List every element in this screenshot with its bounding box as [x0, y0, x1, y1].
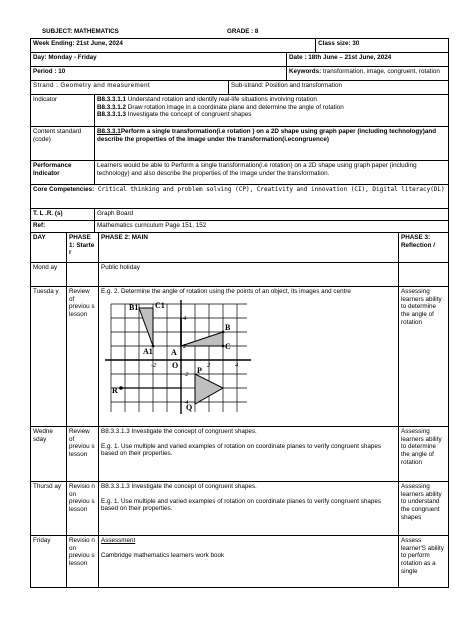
- ref-label: Ref:: [31, 221, 95, 233]
- indicator-label: Indicator: [31, 95, 95, 127]
- table-row: [31, 482, 449, 536]
- row-phase2-example: Cambridge mathematics learners work book: [101, 551, 225, 559]
- row-phase2: [99, 536, 399, 588]
- indicator-line: [97, 111, 446, 119]
- performance-label: Performance Indicator: [31, 161, 95, 185]
- header-row: [30, 26, 448, 38]
- grade-label: GRADE : 8: [227, 28, 259, 35]
- row-phase2-example: E.g. 1. Use multiple and varied examples of rotation on coordinate planes to verify congruent shapes based on their properties.: [101, 497, 382, 513]
- label-b1: B1: [129, 302, 139, 312]
- label-c: C: [225, 341, 231, 351]
- content-standard-code: B8.3.3.1: [97, 128, 121, 135]
- row-day: Thursd ay: [31, 482, 67, 536]
- col-day: DAY: [31, 233, 67, 263]
- strand: Strand : Geometry and measurement: [31, 81, 229, 95]
- triangle-abc: [181, 332, 223, 346]
- row-phase1: [67, 263, 99, 287]
- row-day: Wedne sday: [31, 427, 67, 482]
- indicator-list: [95, 95, 449, 127]
- rotation-graph: [101, 298, 271, 416]
- row-phase3: Assessing learners ability to understand the congruent shapes: [399, 482, 449, 536]
- tick-x2: 2: [207, 361, 211, 369]
- label-b: B: [225, 322, 231, 332]
- table-row: [31, 287, 449, 427]
- row-phase1: Revisio n on previou s lesson: [67, 482, 99, 536]
- performance-text: Learners would be able to Perform a single transformation(i.e rotation) on a 2D shape using graph paper (including technology) and also describe the properties of the image under the transformation.: [95, 161, 449, 185]
- row-phase3: Assessing learners ability to determine the angle of rotation: [399, 427, 449, 482]
- indicator-line: [97, 104, 446, 112]
- tick-y2: 2: [183, 342, 187, 350]
- label-c1: C1: [155, 300, 165, 310]
- col-phase2: PHASE 2: MAIN: [99, 233, 399, 263]
- label-o: O: [172, 360, 179, 370]
- label-p: P: [197, 365, 202, 375]
- label-a1: A1: [143, 346, 153, 356]
- indicator-text: Investigate the concept of congruent shapes: [126, 111, 252, 119]
- row-phase2: [99, 427, 399, 482]
- row-phase2: [99, 482, 399, 536]
- content-standard: [95, 127, 449, 161]
- indicator-text: Draw rotation image in a coordinate plane and determine the angle of rotation: [126, 103, 344, 111]
- tick-x4: 4: [235, 361, 239, 369]
- ref-value: Mathematics curriculum Page 151, 152: [95, 221, 449, 233]
- indicator-code: B8.3.3.1.2: [97, 103, 127, 111]
- row-phase2: Public holiday: [99, 263, 399, 287]
- tick-x-2: -2: [151, 361, 157, 369]
- lesson-plan-page: [30, 26, 448, 588]
- tick-y-2: -2: [183, 370, 189, 378]
- point-r: [119, 386, 123, 390]
- tlr-value: Graph Board: [95, 209, 449, 221]
- point-o: [180, 358, 183, 361]
- tick-y4: 4: [183, 314, 187, 322]
- col-phase3: PHASE 3: Reflection /: [399, 233, 449, 263]
- table-row: [31, 427, 449, 482]
- content-standard-label: Content standard (code): [31, 127, 95, 161]
- row-phase1: Revisio n on previou s lesson: [67, 536, 99, 588]
- row-day: Tuesda y: [31, 287, 67, 427]
- row-phase2: [99, 287, 399, 427]
- tick-y-4: -4: [183, 398, 189, 406]
- label-q: Q: [186, 402, 193, 412]
- row-day: Friday: [31, 536, 67, 588]
- row-phase2-title: Assessment: [101, 537, 136, 545]
- core-competencies: [31, 185, 449, 209]
- tlr-label: T. L .R. (s): [31, 209, 95, 221]
- content-standard-text: Perform a single transformation(i.e rotation ) on a 2D shape using graph paper (including technology)and describe the properties of the image under the transformation(i.econgruence): [97, 128, 437, 143]
- row-day: Mond ay: [31, 263, 67, 287]
- row-phase2-example: E.g. 1. Use multiple and varied examples of rotation on coordinate planes to verify congruent shapes based on their properties.: [101, 442, 382, 458]
- core-label: Core Competencies:: [33, 186, 95, 193]
- subject-label: SUBJECT: MATHEMATICS: [42, 28, 119, 35]
- period: Period : 10: [31, 67, 287, 81]
- row-phase3: Assessing learners ability to determine the angle of rotation: [399, 287, 449, 427]
- core-text: Critical thinking and problem solving (CP), Creativity and innovation (CI), Digital literacy(DL): [94, 186, 445, 193]
- triangle-a1b1c1: [139, 308, 153, 346]
- table-row: [31, 263, 449, 287]
- col-phase1: PHASE 1: Starte r: [67, 233, 99, 263]
- label-a: A: [171, 347, 177, 357]
- indicator-line: [97, 96, 446, 104]
- row-phase3: [399, 263, 449, 287]
- indicator-code: B8.3.3.1.3: [97, 111, 127, 119]
- row-phase3: Assess learner'S ability to perform rotation as a single: [399, 536, 449, 588]
- week-ending: Week Ending: 21st June, 2024: [31, 39, 316, 53]
- date-range: Date : 18th June – 21st June, 2024: [287, 53, 449, 67]
- substrand: Sub-strand: Position and transformation: [229, 81, 449, 95]
- class-size: Class size: 30: [316, 39, 449, 53]
- example-text: E.g. 2. Determine the angle of rotation using the points of an object, its images and centre: [101, 288, 351, 296]
- indicator-text: Understand rotation and identify real-life situations involving rotation: [126, 96, 317, 103]
- keywords-value: transformation, image, congruent, rotation: [321, 68, 440, 75]
- indicator-code: B8.3.3.1.1: [97, 96, 127, 103]
- info-table: [30, 38, 449, 233]
- row-phase2-title: B8.3.3.1.3 Investigate the concept of congruent shapes.: [101, 428, 257, 436]
- day-range: Day: Monday - Friday: [31, 53, 287, 67]
- label-r: R: [112, 385, 118, 395]
- keywords-label: Keywords:: [289, 68, 322, 75]
- table-row: [31, 536, 449, 588]
- row-phase1: Review of previou s lesson: [67, 287, 99, 427]
- row-phase2-title: B8.3.3.1.3 Investigate the concept of congruent shapes.: [101, 483, 257, 491]
- row-phase1: Review of previou s lesson: [67, 427, 99, 482]
- keywords: [287, 67, 449, 81]
- phase-table: [30, 232, 449, 588]
